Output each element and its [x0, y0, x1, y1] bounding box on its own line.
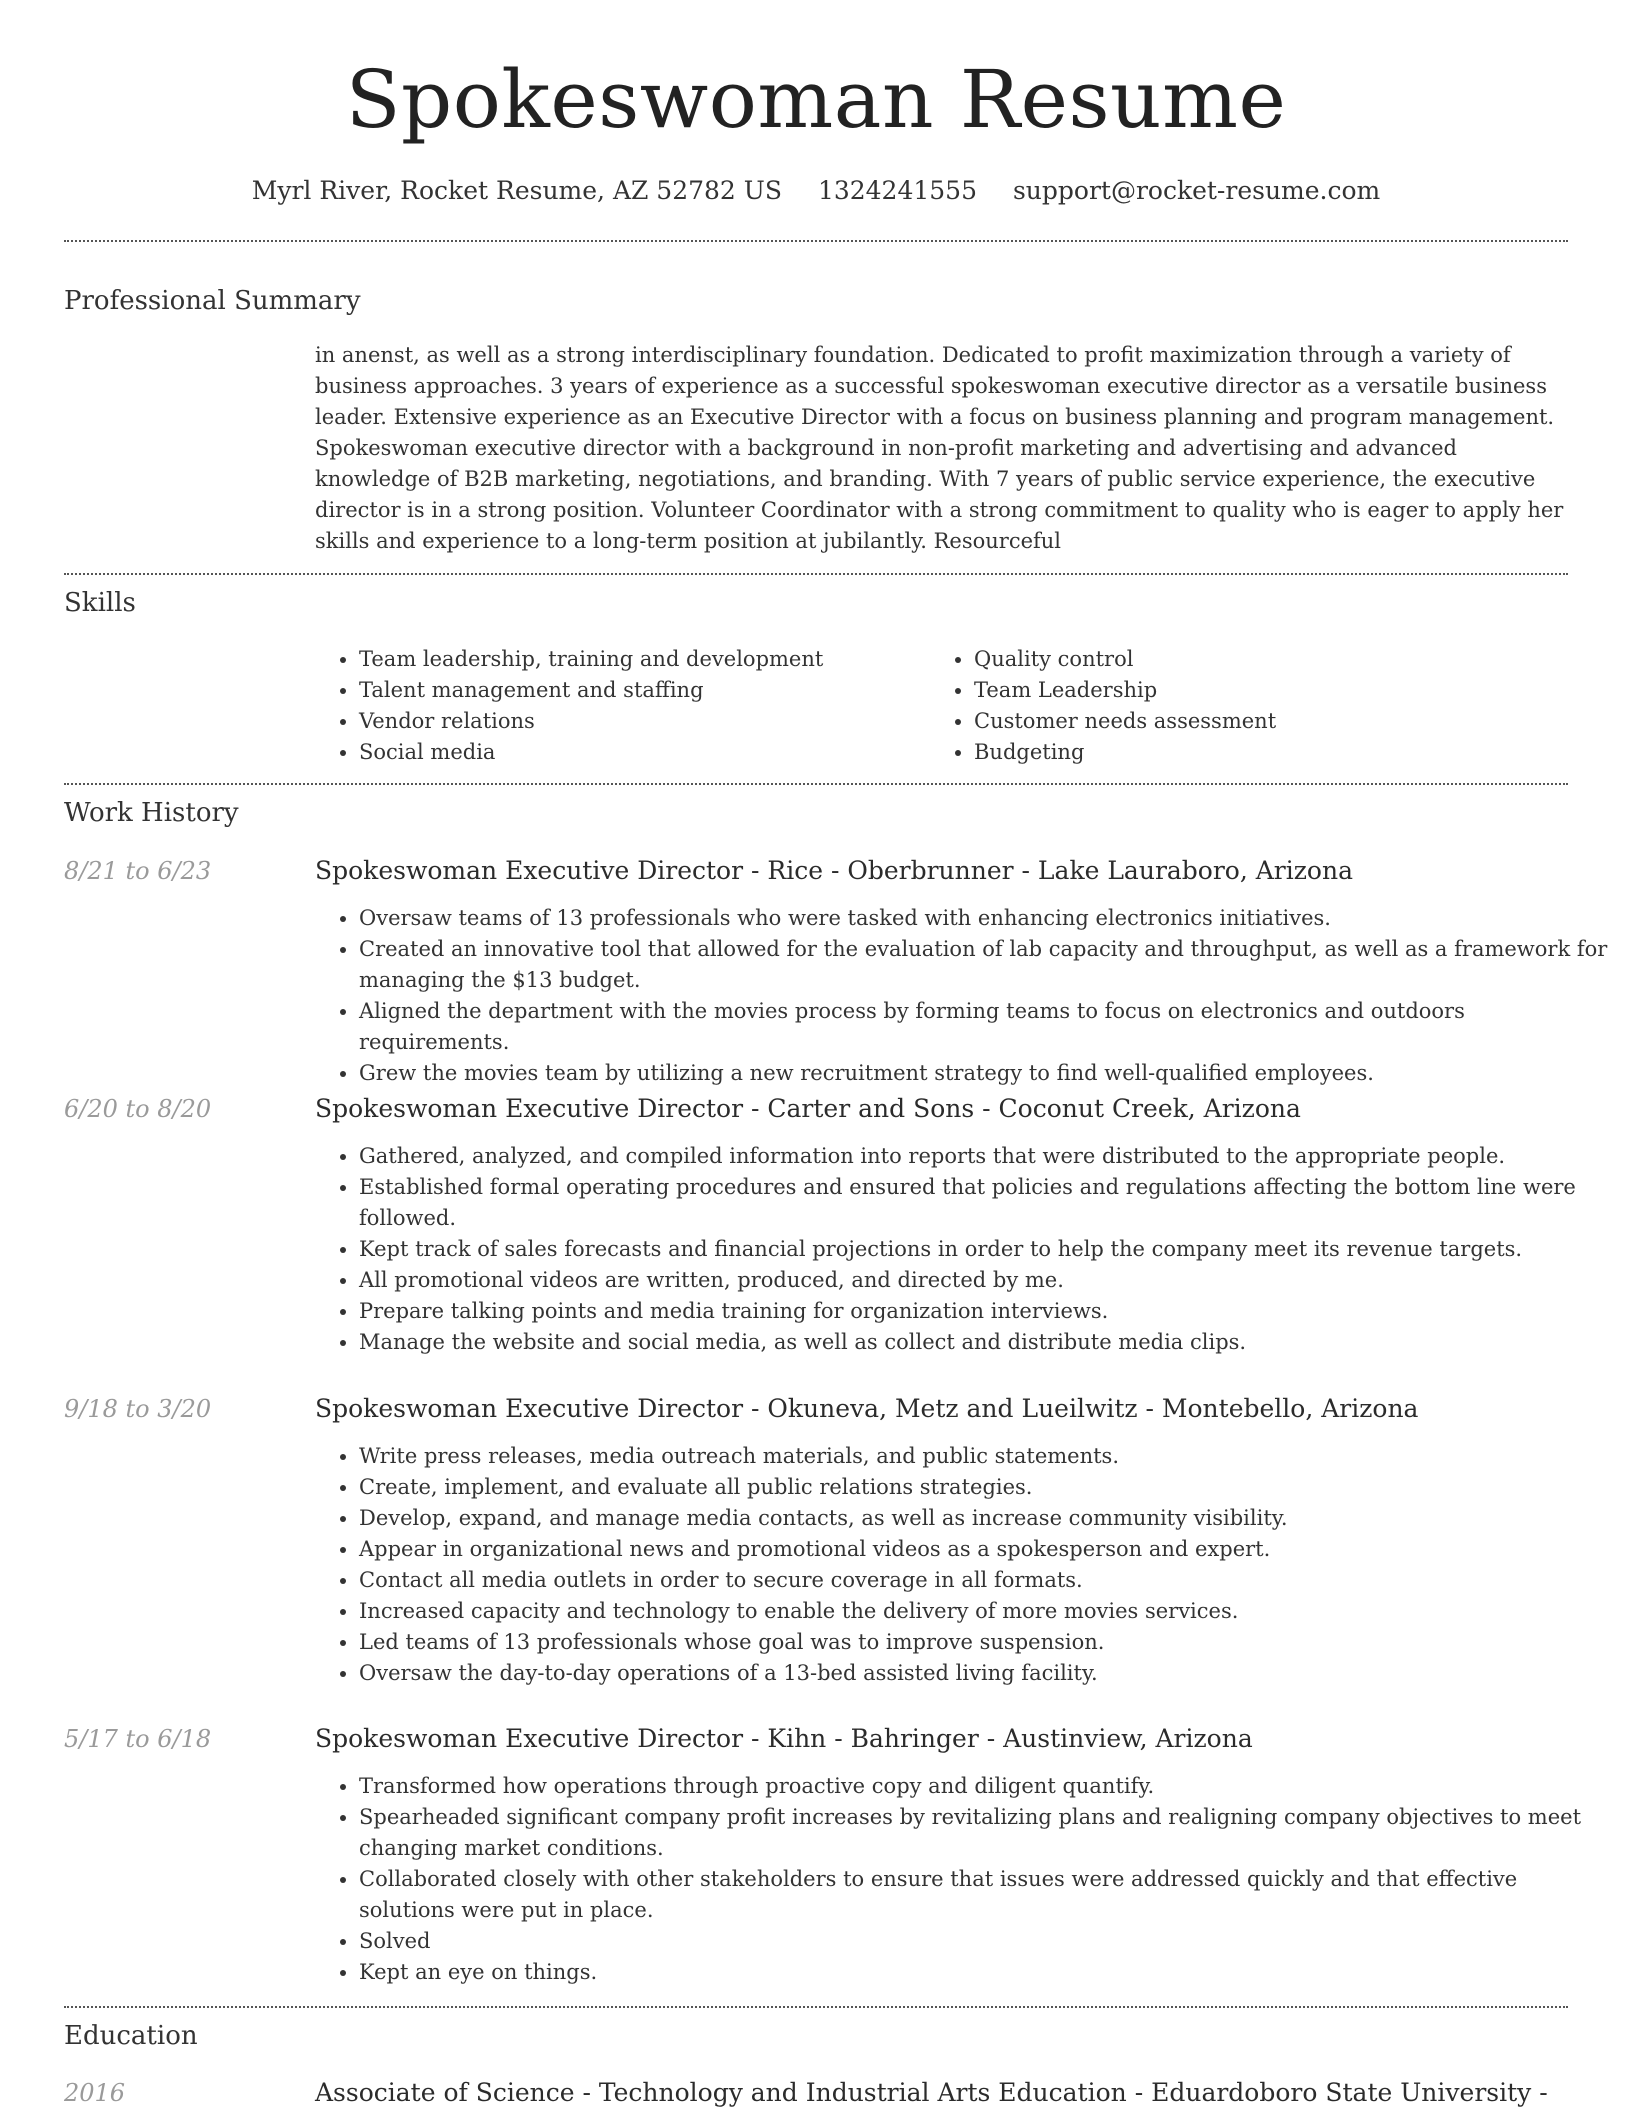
- job-bullets: [315, 1771, 1614, 1988]
- job-bullet: • Appear in organizational news and promotional videos as a spokesperson and expert.: [359, 1534, 1614, 1565]
- job-title: Spokeswoman Executive Director - Rice - Oberbrunner - Lake Lauraboro, Arizona: [315, 856, 1353, 885]
- job-date: 8/21 to 6/23: [64, 857, 212, 885]
- job-date: 5/17 to 6/18: [64, 1725, 212, 1753]
- divider: [64, 573, 1568, 575]
- job-bullet: • Established formal operating procedures and ensured that policies and regulations affecting the bottom line were followed.: [359, 1172, 1614, 1234]
- job-bullets: [315, 1141, 1614, 1358]
- skill-item: • Budgeting: [974, 737, 1530, 768]
- job-bullet: • Kept track of sales forecasts and financial projections in order to help the company meet its revenue targets.: [359, 1234, 1614, 1265]
- contact-phone: 1324241555: [817, 176, 977, 205]
- job-bullet: • Solved: [359, 1926, 1614, 1957]
- divider: [64, 2006, 1568, 2008]
- summary-heading: Professional Summary: [64, 286, 361, 316]
- resume-header: [0, 0, 1632, 206]
- job-bullet: • Write press releases, media outreach materials, and public statements.: [359, 1441, 1614, 1472]
- job-bullet: • Led teams of 13 professionals whose goal was to improve suspension.: [359, 1627, 1614, 1658]
- job-bullet: • Kept an eye on things.: [359, 1957, 1614, 1988]
- education-heading: Education: [64, 2021, 198, 2051]
- job-title: Spokeswoman Executive Director - Kihn - Bahringer - Austinview, Arizona: [315, 1724, 1253, 1753]
- job-bullet: • Grew the movies team by utilizing a new recruitment strategy to find well-qualified employees.: [359, 1058, 1614, 1089]
- skill-item: • Social media: [359, 737, 915, 768]
- skill-item: • Vendor relations: [359, 706, 915, 737]
- job-bullet: • Transformed how operations through proactive copy and diligent quantify.: [359, 1771, 1614, 1802]
- education-title: Associate of Science - Technology and Industrial Arts Education - Eduardoboro State University -: [315, 2078, 1548, 2107]
- contact-address: Myrl River, Rocket Resume, AZ 52782 US: [251, 176, 782, 205]
- job-bullet: • Gathered, analyzed, and compiled information into reports that were distributed to the appropriate people.: [359, 1141, 1614, 1172]
- job-bullet: • Collaborated closely with other stakeholders to ensure that issues were addressed quickly and that effective solutions were put in place.: [359, 1864, 1614, 1926]
- contact-line: [0, 176, 1632, 206]
- job-date: 6/20 to 8/20: [64, 1095, 212, 1123]
- job-date: 9/18 to 3/20: [64, 1395, 212, 1423]
- job-bullet: • Create, implement, and evaluate all public relations strategies.: [359, 1472, 1614, 1503]
- job-title: Spokeswoman Executive Director - Okuneva, Metz and Lueilwitz - Montebello, Arizona: [315, 1394, 1419, 1423]
- divider: [64, 783, 1568, 785]
- job-bullets: [315, 1441, 1614, 1689]
- skill-item: • Team Leadership: [974, 675, 1530, 706]
- skills-column-left: [315, 644, 915, 768]
- work-history-heading: Work History: [64, 798, 239, 828]
- job-bullet: • Prepare talking points and media training for organization interviews.: [359, 1296, 1614, 1327]
- job-bullet: • Contact all media outlets in order to secure coverage in all formats.: [359, 1565, 1614, 1596]
- job-title: Spokeswoman Executive Director - Carter and Sons - Coconut Creek, Arizona: [315, 1094, 1301, 1123]
- job-bullets: [315, 903, 1614, 1089]
- skills-column-right: [930, 644, 1530, 768]
- divider: [64, 240, 1568, 242]
- job-bullet: • Develop, expand, and manage media contacts, as well as increase community visibility.: [359, 1503, 1614, 1534]
- skill-item: • Customer needs assessment: [974, 706, 1530, 737]
- skills-heading: Skills: [64, 588, 136, 618]
- education-date: 2016: [64, 2079, 126, 2107]
- contact-email: support@rocket-resume.com: [1012, 176, 1381, 205]
- job-bullet: • Increased capacity and technology to enable the delivery of more movies services.: [359, 1596, 1614, 1627]
- job-bullet: • All promotional videos are written, produced, and directed by me.: [359, 1265, 1614, 1296]
- summary-text: in anenst, as well as a strong interdisciplinary foundation. Dedicated to profit maximization through a variety of business approaches. 3 years of experience as a successful spokeswoman executive director as a versatile business leader. Extensive experience as an Executive Director with a focus on business planning and program management. Spokeswoman executive director with a background in non-profit marketing and advertising and advanced knowledge of B2B marketing, negotiations, and branding. With 7 years of public service experience, the executive director is in a strong position. Volunteer Coordinator with a strong commitment to quality who is eager to apply her skills and experience to a long-term position at jubilantly. Resourceful: [315, 343, 1564, 553]
- job-bullet: • Created an innovative tool that allowed for the evaluation of lab capacity and throughput, as well as a framework for managing the $13 budget.: [359, 934, 1614, 996]
- job-bullet: • Aligned the department with the movies process by forming teams to focus on electronics and outdoors requirements.: [359, 996, 1614, 1058]
- resume-name: Spokeswoman Resume: [345, 53, 1287, 146]
- skill-item: • Talent management and staffing: [359, 675, 915, 706]
- job-bullet: • Spearheaded significant company profit increases by revitalizing plans and realigning company objectives to meet changing market conditions.: [359, 1802, 1614, 1864]
- skill-item: • Quality control: [974, 644, 1530, 675]
- job-bullet: • Manage the website and social media, as well as collect and distribute media clips.: [359, 1327, 1614, 1358]
- job-bullet: • Oversaw the day-to-day operations of a 13-bed assisted living facility.: [359, 1658, 1614, 1689]
- job-bullet: • Oversaw teams of 13 professionals who were tasked with enhancing electronics initiatives.: [359, 903, 1614, 934]
- skill-item: • Team leadership, training and development: [359, 644, 915, 675]
